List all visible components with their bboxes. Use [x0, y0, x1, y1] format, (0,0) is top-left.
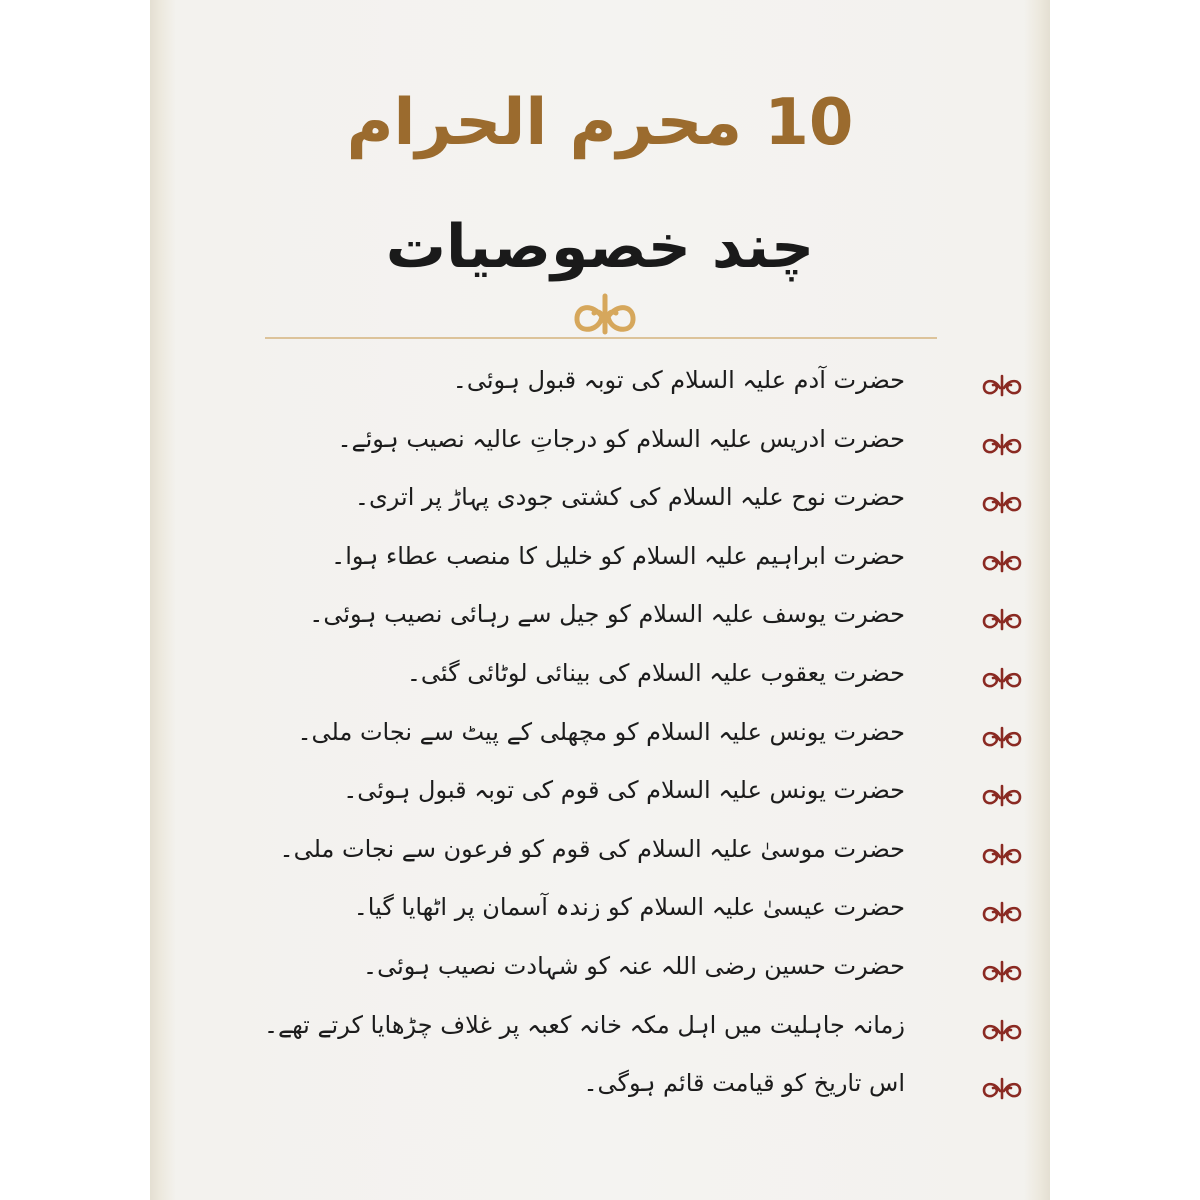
list-item-text: اس تاریخ کو قیامت قائم ہوگی۔: [583, 1069, 905, 1098]
fleuron-bullet-icon: [980, 841, 1024, 867]
list-item-text: زمانہ جاہلیت میں اہل مکہ خانہ کعبہ پر غلاف چڑھایا کرتے تھے۔: [263, 1010, 905, 1039]
content-card: [150, 0, 1050, 1200]
fleuron-bullet-icon: [980, 899, 1024, 925]
fleuron-bullet-icon: [980, 548, 1024, 574]
fleuron-bullet-icon: [980, 782, 1024, 808]
list-item-text: حضرت یعقوب علیہ السلام کی بینائی لوٹائی گئی۔: [406, 658, 905, 687]
list-item: [150, 649, 1050, 708]
list-item: [150, 708, 1050, 767]
list-item: [150, 473, 1050, 532]
fleuron-bullet-icon: [980, 372, 1024, 398]
list-item-text: حضرت نوح علیہ السلام کی کشتی جودی پہاڑ پر اتری۔: [354, 483, 905, 512]
list-item: [150, 590, 1050, 649]
list-item-text: حضرت یونس علیہ السلام کو مچھلی کے پیٹ سے نجات ملی۔: [297, 717, 905, 746]
list-item: [150, 415, 1050, 474]
list-item-text: حضرت یوسف علیہ السلام کو جیل سے رہائی نصیب ہوئی۔: [309, 600, 905, 629]
virtues-list: [150, 356, 1050, 1118]
list-item: [150, 942, 1050, 1001]
fleuron-bullet-icon: [980, 606, 1024, 632]
list-item: [150, 766, 1050, 825]
list-item: [150, 883, 1050, 942]
list-item-text: حضرت حسین رضی اللہ عنہ کو شہادت نصیب ہوئی۔: [363, 951, 905, 980]
list-item: [150, 1059, 1050, 1118]
fleuron-bullet-icon: [980, 958, 1024, 984]
list-item-text: حضرت یونس علیہ السلام کی قوم کی توبہ قبول ہوئی۔: [343, 776, 905, 805]
page-title: 10 محرم الحرام: [346, 86, 854, 160]
fleuron-bullet-icon: [980, 724, 1024, 750]
list-item-text: حضرت ادریس علیہ السلام کو درجاتِ عالیہ نصیب ہوئے۔: [337, 424, 905, 453]
list-item: [150, 356, 1050, 415]
list-item-text: حضرت ابراہیم علیہ السلام کو خلیل کا منصب عطاء ہوا۔: [331, 541, 905, 570]
fleuron-bullet-icon: [980, 1017, 1024, 1043]
list-item-text: حضرت آدم علیہ السلام کی توبہ قبول ہوئی۔: [452, 366, 905, 394]
fleuron-ornament-icon: [570, 288, 640, 340]
fleuron-bullet-icon: [980, 1075, 1024, 1101]
list-item-text: حضرت موسیٰ علیہ السلام کی قوم کو فرعون سے نجات ملی۔: [279, 834, 905, 863]
fleuron-bullet-icon: [980, 489, 1024, 515]
fleuron-bullet-icon: [980, 665, 1024, 691]
list-item: [150, 1001, 1050, 1060]
list-item-text: حضرت عیسیٰ علیہ السلام کو زندہ آسمان پر اٹھایا گیا۔: [353, 893, 905, 922]
fleuron-bullet-icon: [980, 431, 1024, 457]
divider: [265, 337, 937, 339]
list-item: [150, 532, 1050, 591]
page-subtitle: چند خصوصیات: [385, 212, 815, 282]
list-item: [150, 825, 1050, 884]
